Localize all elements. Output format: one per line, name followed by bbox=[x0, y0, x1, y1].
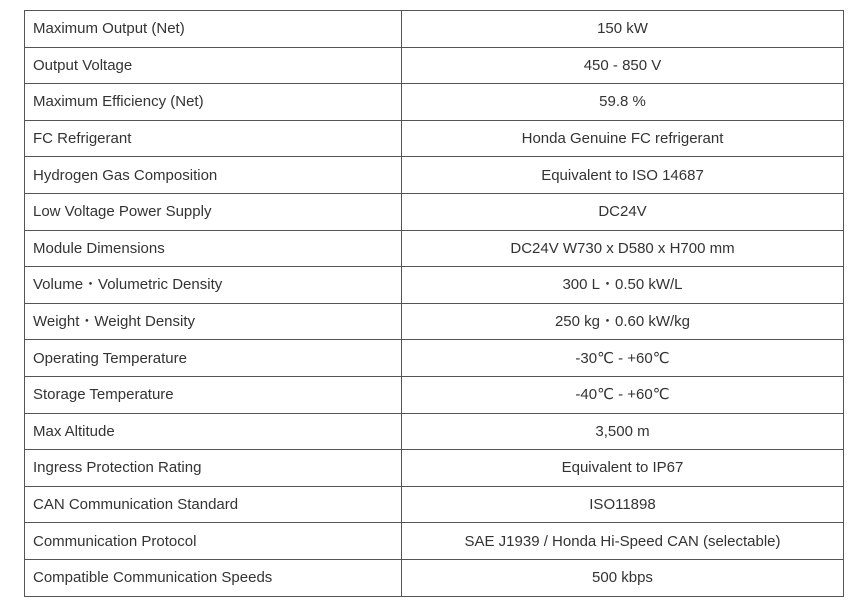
spec-label: Low Voltage Power Supply bbox=[25, 193, 402, 230]
spec-value: DC24V W730 x D580 x H700 mm bbox=[402, 230, 844, 267]
table-row bbox=[25, 193, 844, 230]
table-row bbox=[25, 450, 844, 487]
spec-label: Storage Temperature bbox=[25, 376, 402, 413]
spec-value: ISO11898 bbox=[402, 486, 844, 523]
table-row bbox=[25, 376, 844, 413]
spec-value: 500 kbps bbox=[402, 559, 844, 596]
table-row bbox=[25, 559, 844, 596]
spec-value: 59.8 % bbox=[402, 84, 844, 121]
spec-label: Operating Temperature bbox=[25, 340, 402, 377]
spec-label: Volume・Volumetric Density bbox=[25, 267, 402, 304]
spec-label: FC Refrigerant bbox=[25, 120, 402, 157]
spec-label: Output Voltage bbox=[25, 47, 402, 84]
spec-label: Maximum Output (Net) bbox=[25, 11, 402, 48]
spec-label: Communication Protocol bbox=[25, 523, 402, 560]
table-row bbox=[25, 523, 844, 560]
spec-label: Maximum Efficiency (Net) bbox=[25, 84, 402, 121]
table-row bbox=[25, 157, 844, 194]
spec-label: Weight・Weight Density bbox=[25, 303, 402, 340]
spec-label: Hydrogen Gas Composition bbox=[25, 157, 402, 194]
spec-label: Module Dimensions bbox=[25, 230, 402, 267]
spec-value: -40℃ - +60℃ bbox=[402, 376, 844, 413]
spec-value: 250 kg・0.60 kW/kg bbox=[402, 303, 844, 340]
spec-label: CAN Communication Standard bbox=[25, 486, 402, 523]
spec-value: Honda Genuine FC refrigerant bbox=[402, 120, 844, 157]
spec-value: 150 kW bbox=[402, 11, 844, 48]
spec-value: Equivalent to ISO 14687 bbox=[402, 157, 844, 194]
spec-value: 300 L・0.50 kW/L bbox=[402, 267, 844, 304]
spec-label: Compatible Communication Speeds bbox=[25, 559, 402, 596]
table-row bbox=[25, 413, 844, 450]
spec-label: Ingress Protection Rating bbox=[25, 450, 402, 487]
table-row bbox=[25, 120, 844, 157]
spec-value: 450 - 850 V bbox=[402, 47, 844, 84]
spec-value: 3,500 m bbox=[402, 413, 844, 450]
spec-value: -30℃ - +60℃ bbox=[402, 340, 844, 377]
table-row bbox=[25, 47, 844, 84]
table-row bbox=[25, 486, 844, 523]
table-row bbox=[25, 230, 844, 267]
spec-value: DC24V bbox=[402, 193, 844, 230]
table-row bbox=[25, 303, 844, 340]
table-row bbox=[25, 84, 844, 121]
spec-value: SAE J1939 / Honda Hi-Speed CAN (selectable) bbox=[402, 523, 844, 560]
table-row bbox=[25, 11, 844, 48]
table-row bbox=[25, 267, 844, 304]
table-row bbox=[25, 340, 844, 377]
spec-label: Max Altitude bbox=[25, 413, 402, 450]
spec-table bbox=[24, 10, 844, 597]
spec-value: Equivalent to IP67 bbox=[402, 450, 844, 487]
